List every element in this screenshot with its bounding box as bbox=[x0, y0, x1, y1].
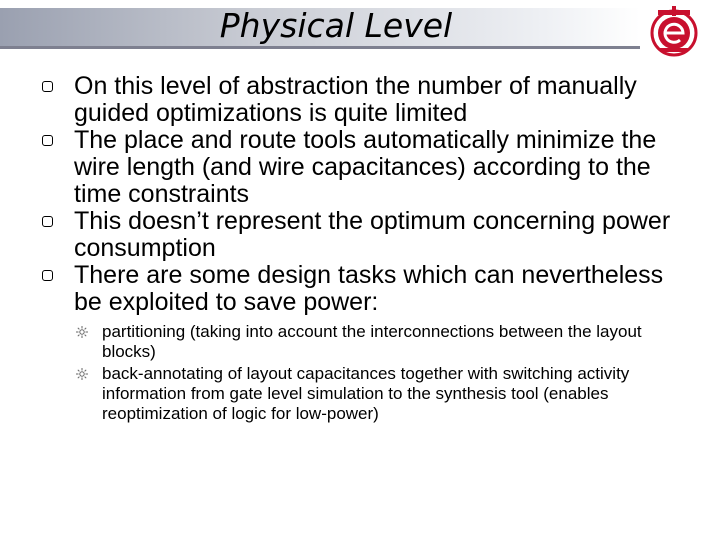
hollow-square-bullet-icon bbox=[42, 216, 53, 227]
sub-bullet-text: back-annotating of layout capacitances together with switching activity information from gate level simulation to the synthesis tool (enables reoptimization of logic for low-power) bbox=[102, 364, 630, 423]
bullet-text: The place and route tools automatically minimize the wire length (and wire capacitances) according to the time constraints bbox=[74, 126, 657, 208]
bullet-text: There are some design tasks which can nevertheless be exploited to save power: bbox=[74, 261, 664, 316]
bullet-text: This doesn’t represent the optimum concerning power consumption bbox=[74, 207, 671, 262]
main-bullet-list bbox=[40, 73, 680, 426]
title-underline bbox=[0, 46, 640, 49]
hollow-square-bullet-icon bbox=[42, 135, 53, 146]
bullet-item bbox=[40, 208, 680, 262]
hollow-square-bullet-icon bbox=[42, 81, 53, 92]
sub-bullet-item bbox=[74, 322, 680, 362]
slide-title: Physical Level bbox=[219, 6, 453, 45]
sub-bullet-list bbox=[74, 322, 680, 424]
bullet-item bbox=[40, 127, 680, 208]
sun-bullet-icon bbox=[76, 326, 88, 338]
sub-bullet-item bbox=[74, 364, 680, 424]
bullet-text: On this level of abstraction the number of manually guided optimizations is quite limited bbox=[74, 72, 637, 127]
sub-bullet-text: partitioning (taking into account the interconnections between the layout blocks) bbox=[102, 322, 642, 361]
bullet-item bbox=[40, 262, 680, 424]
university-logo-icon bbox=[650, 4, 698, 58]
hollow-square-bullet-icon bbox=[42, 270, 53, 281]
sun-bullet-icon bbox=[76, 368, 88, 380]
bullet-item bbox=[40, 73, 680, 127]
